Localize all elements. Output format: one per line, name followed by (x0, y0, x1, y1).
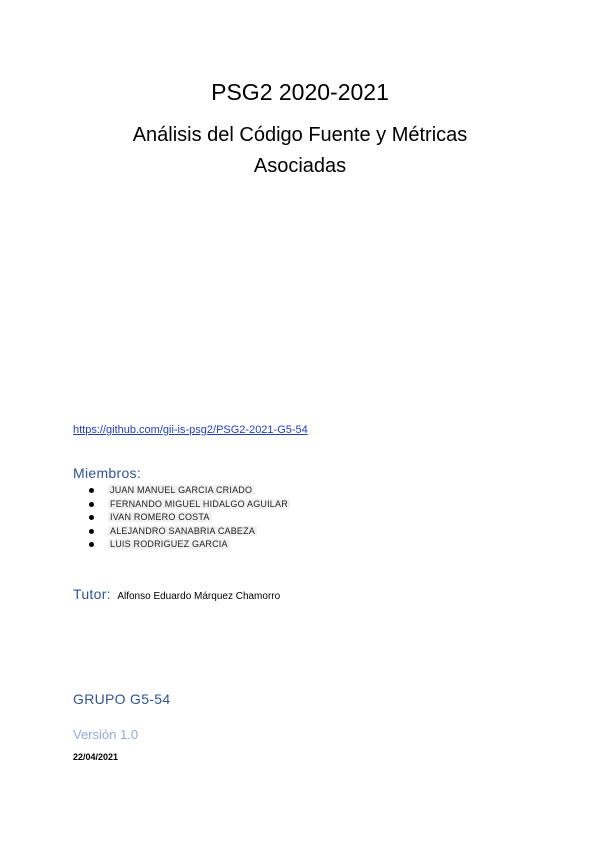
tutor-row (73, 586, 280, 604)
tutor-label: Tutor: (73, 586, 111, 602)
list-item (86, 498, 290, 512)
document-subtitle (0, 120, 600, 182)
document-date: 22/04/2021 (73, 752, 119, 762)
member-name: ALEJANDRO SANABRIA CABEZA (110, 525, 256, 536)
group-label: GRUPO G5-54 (73, 691, 171, 707)
list-item (86, 525, 290, 539)
version-label: Versión 1.0 (73, 727, 139, 742)
list-item (86, 538, 290, 552)
list-item (86, 484, 290, 498)
subtitle-line-2: Asociadas (253, 155, 347, 177)
document-title: PSG2 2020-2021 (211, 79, 389, 105)
subtitle-line-1: Análisis del Código Fuente y Métricas (132, 124, 468, 146)
tutor-name: Alfonso Eduardo Márquez Chamorro (117, 591, 281, 602)
member-name: LUIS RODRIGUEZ GARCIA (110, 539, 228, 549)
member-name: IVAN ROMERO COSTA (110, 512, 210, 522)
member-name: JUAN MANUEL GARCIA CRIADO (110, 485, 253, 495)
list-item (86, 511, 290, 525)
members-heading: Miembros: (73, 465, 142, 481)
members-list (86, 484, 290, 552)
repository-link[interactable]: https://github.com/gii-is-psg2/PSG2-2021-G5-54 (73, 424, 308, 436)
member-name: FERNANDO MIGUEL HIDALGO AGUILAR (110, 498, 288, 509)
